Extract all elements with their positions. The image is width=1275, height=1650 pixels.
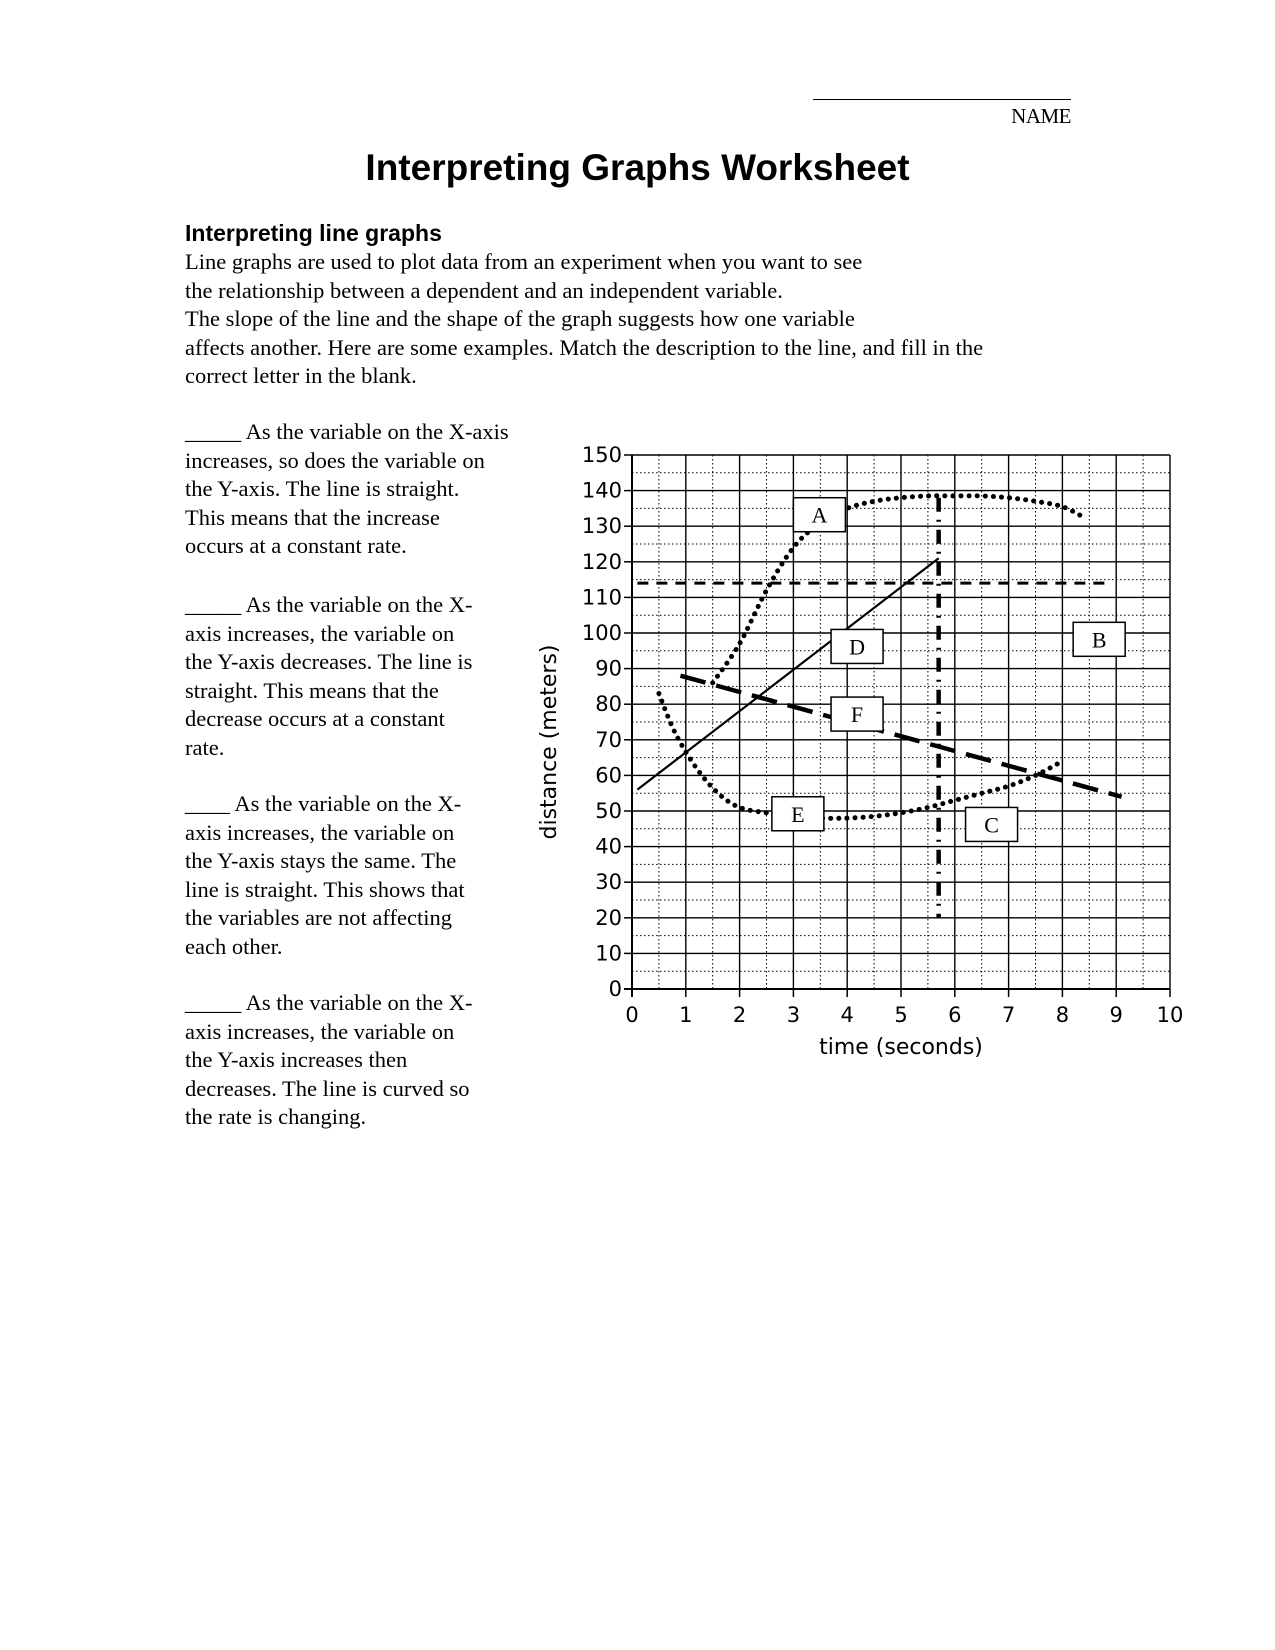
question-line: axis increases, the variable on [185, 819, 455, 845]
question-line: the Y-axis increases then [185, 1047, 408, 1072]
intro-line: correct letter in the blank. [185, 363, 417, 388]
name-label: NAME [1011, 104, 1071, 128]
question-line: the Y-axis decreases. The line is [185, 649, 473, 674]
y-tick-label: 120 [581, 549, 622, 574]
y-tick-label: 90 [595, 656, 622, 681]
question-line: decrease occurs at a constant [185, 706, 445, 731]
section-heading: Interpreting line graphs [185, 220, 442, 246]
question-line: This means that the increase [185, 504, 440, 530]
name-blank-line [813, 99, 1071, 100]
question-2 [185, 591, 545, 762]
intro-line: the relationship between a dependent and an independent variable. [185, 277, 783, 303]
y-tick-label: 30 [595, 870, 622, 895]
x-tick-label: 1 [679, 1003, 693, 1027]
question-line: axis increases, the variable on [185, 1018, 455, 1044]
x-tick-label: 7 [1001, 1003, 1016, 1027]
x-axis-label: time (seconds) [819, 1035, 983, 1060]
question-line: _____ As the variable on the X-axis [185, 419, 509, 444]
question-line: the Y-axis. The line is straight. [185, 476, 460, 501]
y-tick-label: 80 [595, 692, 622, 717]
distance-time-graph [537, 443, 1190, 1105]
x-tick-label: 10 [1156, 1003, 1184, 1027]
question-3 [185, 790, 545, 961]
question-line: rate. [185, 734, 225, 760]
series-label-a: A [811, 502, 828, 528]
series-labels [772, 498, 1125, 842]
intro-line: Line graphs are used to plot data from an experiment when you want to see [185, 249, 863, 274]
x-tick-label: 8 [1055, 1003, 1070, 1027]
y-tick-label: 60 [595, 763, 622, 788]
y-tick-label: 150 [581, 443, 622, 467]
y-tick-label: 20 [595, 905, 622, 930]
x-tick-label: 6 [948, 1003, 962, 1027]
series-label-d: D [849, 634, 866, 660]
question-line: ____ As the variable on the X- [185, 791, 462, 816]
y-tick-label: 50 [595, 799, 622, 823]
question-line: increases, so does the variable on [185, 447, 485, 473]
x-tick-label: 5 [894, 1003, 908, 1027]
y-tick-label: 0 [608, 977, 622, 1001]
y-tick-label: 70 [595, 727, 622, 752]
y-tick-label: 130 [581, 514, 622, 539]
worksheet-title: Interpreting Graphs Worksheet [365, 147, 910, 188]
question-line: each other. [185, 933, 283, 959]
y-tick-label: 40 [595, 834, 622, 859]
x-tick-label: 4 [840, 1003, 854, 1027]
x-tick-label: 0 [625, 1003, 639, 1027]
intro-line: affects another. Here are some examples. Match the description to the line, and fill in the [185, 334, 984, 360]
intro-paragraph [185, 248, 1085, 391]
axes [624, 455, 1170, 997]
x-tick-label: 3 [786, 1003, 801, 1027]
question-line: straight. This means that the [185, 677, 439, 703]
question-line: occurs at a constant rate. [185, 533, 407, 558]
question-line: the Y-axis stays the same. The [185, 848, 457, 873]
question-line: the variables are not affecting [185, 905, 452, 930]
question-line: the rate is changing. [185, 1104, 367, 1129]
question-line: line is straight. This shows that [185, 876, 465, 902]
x-tick-label: 9 [1109, 1003, 1123, 1027]
question-1 [185, 418, 545, 561]
intro-line: The slope of the line and the shape of the graph suggests how one variable [185, 306, 855, 331]
axis-ticks [582, 443, 1183, 1027]
question-4 [185, 989, 545, 1132]
y-tick-label: 110 [581, 585, 622, 610]
y-axis-label: distance (meters) [537, 644, 562, 840]
question-line: _____ As the variable on the X- [185, 990, 473, 1015]
y-tick-label: 100 [581, 621, 622, 645]
y-tick-label: 10 [595, 941, 622, 966]
series-label-f: F [850, 702, 864, 728]
series-label-c: C [984, 812, 999, 838]
question-line: decreases. The line is curved so [185, 1075, 470, 1101]
question-line: axis increases, the variable on [185, 620, 455, 646]
series-label-e: E [791, 801, 805, 827]
series-line-d [637, 558, 938, 789]
y-tick-label: 140 [581, 478, 622, 503]
series-label-b: B [1091, 627, 1107, 653]
question-line: _____ As the variable on the X- [185, 592, 473, 617]
x-tick-label: 2 [732, 1003, 747, 1027]
